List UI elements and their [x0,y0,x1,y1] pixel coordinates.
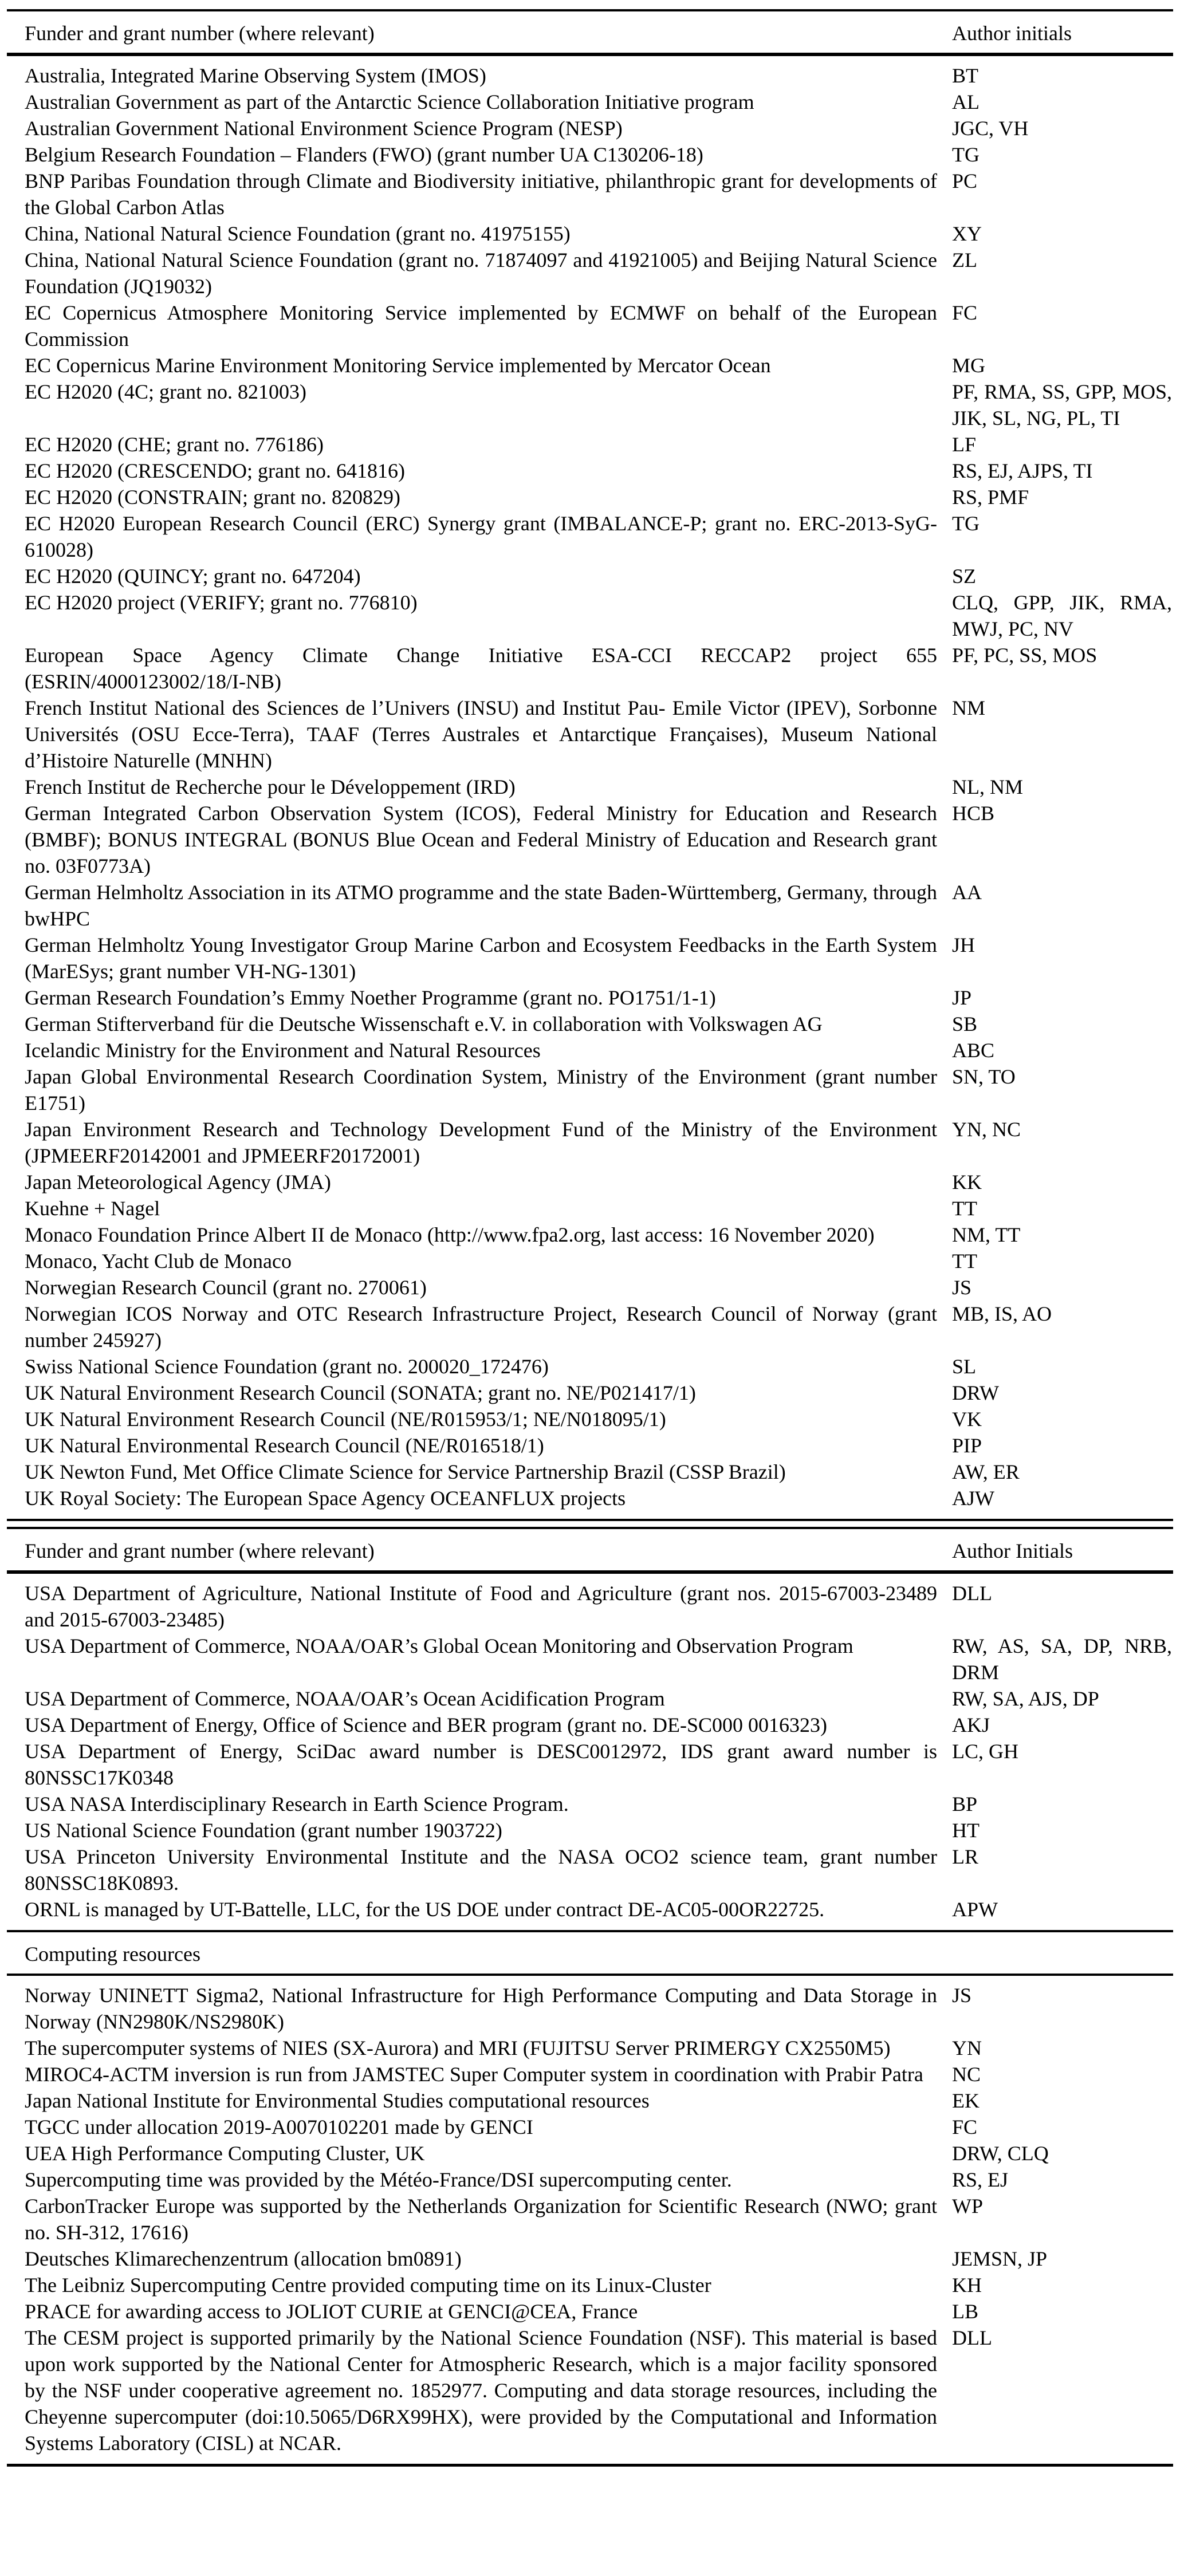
author-initials-cell: WP [952,2195,983,2217]
author-initials-cell: MG [952,354,986,377]
funder-cell: Norwegian Research Council (grant no. 270061) [25,1276,427,1299]
table-row [7,589,1173,642]
funder-cell: Belgium Research Foundation – Flanders (FWO) (grant number UA C130206-18) [25,143,703,166]
table-bottom-rule [7,2464,1173,2467]
table-row [7,1195,1173,1222]
funders-table-section-1 [7,9,1173,1519]
funder-column-header: Funder and grant number (where relevant) [25,1539,375,1562]
table-row [7,1353,1173,1380]
author-initials-cell: KK [952,1171,982,1194]
funder-cell: UK Newton Fund, Met Office Climate Science for Service Partnership Brazil (CSSP Brazil) [25,1460,786,1483]
author-initials-cell: AW, ER [952,1460,1020,1483]
funder-cell: The CESM project is supported primarily by the National Science Foundation (NSF). This material is based upon work supported by the National Center for Atmospheric Research, which is a major facility sponsored by the NSF under cooperative agreement no. 1852977. Computing and data storage resources, including the Cheyenne supercomputer (doi:10.5065/D6RX99HX), were provided by the Computational and Information Systems Laboratory (CISL) at NCAR. [25,2326,937,2455]
table-row [7,1116,1173,1169]
author-initials-cell: PF, PC, SS, MOS [952,644,1098,667]
funder-cell: EC H2020 project (VERIFY; grant no. 776810) [25,591,418,614]
funder-cell: TGCC under allocation 2019-A0070102201 made by GENCI [25,2116,533,2138]
table-row [7,984,1173,1011]
funder-cell: European Space Agency Climate Change Initiative ESA-CCI RECCAP2 project 655 (ESRIN/4000123002/18/I-NB) [25,644,937,693]
author-initials-cell: JP [952,986,972,1009]
author-initials-cell: NM, TT [952,1223,1021,1246]
funder-cell: Deutsches Klimarechenzentrum (allocation bm0891) [25,2247,462,2270]
funder-cell: French Institut National des Sciences de l’Univers (INSU) and Institut Pau- Emile Victor (IPEV), Sorbonne Universités (OSU Ecce-Terra), TAAF (Terres Australes et Antarctique Françaises), Museum National d’Histoire Naturelle (MNHN) [25,696,937,772]
funder-cell: USA Department of Energy, SciDac award number is DESC0012972, IDS grant award number is 80NSSC17K0348 [25,1740,937,1789]
author-initials-cell: NM [952,696,986,719]
table-row [7,1222,1173,1248]
funder-cell: Japan Meteorological Agency (JMA) [25,1171,331,1194]
table-row [7,352,1173,379]
author-initials-cell: AL [952,90,980,113]
funder-cell: UEA High Performance Computing Cluster, UK [25,2142,425,2165]
table-row [7,1011,1173,1037]
funder-cell: China, National Natural Science Foundation (grant no. 41975155) [25,222,571,245]
funder-cell: USA Department of Commerce, NOAA/OAR’s Global Ocean Monitoring and Observation Program [25,1634,853,1657]
funder-cell: CarbonTracker Europe was supported by the Netherlands Organization for Scientific Research (NWO; grant no. SH-312, 17616) [25,2195,937,2244]
table-row [7,1738,1173,1791]
author-initials-cell: ZL [952,249,977,271]
funder-cell: USA Princeton University Environmental Institute and the NASA OCO2 science team, grant number 80NSSC18K0893. [25,1845,937,1894]
table-row [7,2114,1173,2140]
author-initials-column-header: Author Initials [952,1539,1073,1562]
funder-cell: UK Royal Society: The European Space Agency OCEANFLUX projects [25,1487,626,1510]
author-initials-cell: VK [952,1408,982,1431]
author-initials-cell: YN [952,2037,982,2059]
funder-cell: EC H2020 (QUINCY; grant no. 647204) [25,565,361,588]
author-initials-cell: AJW [952,1487,994,1510]
table-row [7,141,1173,168]
author-initials-cell: AA [952,881,982,904]
funder-cell: German Research Foundation’s Emmy Noether Programme (grant no. PO1751/1-1) [25,986,716,1009]
author-initials-cell: JEMSN, JP [952,2247,1048,2270]
author-initials-cell: BT [952,64,979,87]
funder-cell: BNP Paribas Foundation through Climate and Biodiversity initiative, philanthropic grant for developments of the Global Carbon Atlas [25,170,937,219]
table-row [7,1485,1173,1511]
table-row [7,379,1173,431]
author-initials-cell: SL [952,1355,977,1378]
table-row [7,1896,1173,1923]
table-row [7,1712,1173,1738]
author-initials-cell: APW [952,1898,998,1921]
table-body [7,1574,1173,1930]
author-initials-cell: JH [952,933,975,956]
author-initials-cell: CLQ, GPP, JIK, RMA, MWJ, PC, NV [952,591,1172,640]
table-row [7,2298,1173,2325]
table-row [7,1380,1173,1406]
table-row [7,563,1173,589]
author-initials-cell: JS [952,1276,972,1299]
author-initials-cell: HT [952,1819,980,1842]
funder-cell: PRACE for awarding access to JOLIOT CURIE at GENCI@CEA, France [25,2300,638,2323]
funder-cell: EC H2020 (CONSTRAIN; grant no. 820829) [25,486,400,509]
funder-cell: China, National Natural Science Foundation (grant no. 71874097 and 41921005) and Beijing Natural Science Foundation (JQ19032) [25,249,937,298]
author-initials-cell: LF [952,433,977,456]
author-initials-cell: FC [952,2116,978,2138]
table-row [7,458,1173,484]
funder-cell: Supercomputing time was provided by the Météo-France/DSI supercomputing center. [25,2168,732,2191]
author-initials-cell: RS, EJ [952,2168,1009,2191]
computing-resources-section [7,1930,1173,2464]
table-row [7,1633,1173,1685]
table-row [7,2061,1173,2087]
table-row [7,1406,1173,1432]
author-initials-cell: ABC [952,1039,995,1062]
author-initials-cell: NC [952,2063,981,2086]
funder-column-header: Funder and grant number (where relevant) [25,22,375,45]
author-initials-cell: DLL [952,2326,992,2349]
funder-cell: The Leibniz Supercomputing Centre provided computing time on its Linux-Cluster [25,2274,711,2297]
table-row [7,1432,1173,1459]
table-row [7,2246,1173,2272]
author-initials-cell: JS [952,1984,972,2007]
funder-cell: EC H2020 European Research Council (ERC) Synergy grant (IMBALANCE-P; grant no. ERC-2013-SyG-610028) [25,512,937,561]
section-separator-rule [7,1519,1173,1529]
author-initials-cell: MB, IS, AO [952,1302,1052,1325]
funder-cell: Norwegian ICOS Norway and OTC Research Infrastructure Project, Research Council of Norway (grant number 245927) [25,1302,937,1352]
funders-table-section-2 [7,1529,1173,1930]
funding-acknowledgments-table [7,0,1173,2472]
author-initials-cell: YN, NC [952,1118,1021,1141]
table-row [7,1844,1173,1896]
author-initials-cell: XY [952,222,982,245]
table-row [7,2272,1173,2298]
author-initials-cell: BP [952,1793,978,1815]
table-row [7,1274,1173,1301]
author-initials-cell: RW, AS, SA, DP, NRB, DRM [952,1634,1172,1684]
table-row [7,642,1173,695]
table-row [7,2140,1173,2167]
table-row [7,1169,1173,1195]
table-row [7,220,1173,247]
table-body [7,1976,1173,2464]
funder-cell: EC H2020 (CRESCENDO; grant no. 641816) [25,459,405,482]
table-row [7,1064,1173,1116]
author-initials-cell: EK [952,2089,980,2112]
table-row [7,879,1173,932]
table-row [7,1685,1173,1712]
funder-cell: Japan Environment Research and Technology Development Fund of the Ministry of the Environment (JPMEERF20142001 and JPMEERF20172001) [25,1118,937,1167]
author-initials-cell: PF, RMA, SS, GPP, MOS, JIK, SL, NG, PL, TI [952,380,1172,430]
author-initials-cell: SB [952,1013,978,1035]
table-row [7,800,1173,879]
table-row [7,62,1173,89]
table-row [7,2325,1173,2456]
table-row [7,510,1173,563]
funder-cell: MIROC4-ACTM inversion is run from JAMSTEC Super Computer system in coordination with Prabir Patra [25,2063,923,2086]
author-initials-cell: KH [952,2274,982,2297]
funder-cell: US National Science Foundation (grant number 1903722) [25,1819,502,1842]
funder-cell: Australian Government as part of the Antarctic Science Collaboration Initiative program [25,90,754,113]
table-row [7,1037,1173,1064]
table-row [7,168,1173,220]
table-body [7,56,1173,1519]
table-row [7,431,1173,458]
funder-cell: USA Department of Agriculture, National Institute of Food and Agriculture (grant nos. 2015-67003-23489 and 2015-67003-23485) [25,1582,937,1631]
funder-cell: Australian Government National Environment Science Program (NESP) [25,117,623,140]
funder-cell: German Integrated Carbon Observation System (ICOS), Federal Ministry for Education and Research (BMBF); BONUS INTEGRAL (BONUS Blue Ocean and Federal Ministry of Education and Research grant no. 03F0773A) [25,802,937,877]
author-initials-cell: LC, GH [952,1740,1018,1763]
author-initials-cell: RS, EJ, AJPS, TI [952,459,1093,482]
author-initials-cell: RS, PMF [952,486,1029,509]
table-row [7,2087,1173,2114]
funder-cell: Australia, Integrated Marine Observing System (IMOS) [25,64,486,87]
author-initials-cell: TG [952,143,980,166]
funder-cell: UK Natural Environment Research Council (SONATA; grant no. NE/P021417/1) [25,1381,696,1404]
author-initials-cell: RW, SA, AJS, DP [952,1687,1099,1710]
funder-cell: German Helmholtz Young Investigator Group Marine Carbon and Ecosystem Feedbacks in the Earth System (MarESys; grant number VH-NG-1301) [25,933,937,983]
table-row [7,2193,1173,2246]
author-initials-cell: JGC, VH [952,117,1029,140]
table-row [7,484,1173,510]
author-initials-column-header: Author initials [952,22,1072,45]
table-row [7,300,1173,352]
table-row [7,1301,1173,1353]
funder-cell: ORNL is managed by UT-Battelle, LLC, for the US DOE under contract DE-AC05-00OR22725. [25,1898,825,1921]
author-initials-cell: SZ [952,565,977,588]
funder-cell: French Institut de Recherche pour le Développement (IRD) [25,775,516,798]
table-row [7,247,1173,300]
funder-cell: Japan Global Environmental Research Coordination System, Ministry of the Environment (grant number E1751) [25,1065,937,1114]
funder-cell: UK Natural Environment Research Council (NE/R015953/1; NE/N018095/1) [25,1408,666,1431]
funder-cell: EC H2020 (CHE; grant no. 776186) [25,433,324,456]
funder-cell: Monaco Foundation Prince Albert II de Monaco (http://www.fpa2.org, last access: 16 November 2020) [25,1223,875,1246]
funder-cell: EC Copernicus Marine Environment Monitoring Service implemented by Mercator Ocean [25,354,771,377]
author-initials-cell: LR [952,1845,979,1868]
funder-cell: Monaco, Yacht Club de Monaco [25,1250,292,1273]
author-initials-cell: NL, NM [952,775,1023,798]
funder-cell: USA NASA Interdisciplinary Research in Earth Science Program. [25,1793,569,1815]
funder-cell: UK Natural Environmental Research Council (NE/R016518/1) [25,1434,544,1457]
author-initials-cell: PC [952,170,978,192]
table-row [7,1459,1173,1485]
table-row [7,932,1173,984]
table-row [7,2035,1173,2061]
table-row [7,1982,1173,2035]
table-row [7,695,1173,774]
table-row [7,115,1173,141]
author-initials-cell: DRW [952,1381,1000,1404]
table-row [7,1817,1173,1844]
computing-resources-header-row [7,1932,1173,1974]
funder-cell: Kuehne + Nagel [25,1197,160,1220]
table-header-row [7,11,1173,53]
author-initials-cell: PIP [952,1434,982,1457]
author-initials-cell: SN, TO [952,1065,1016,1088]
funder-cell: The supercomputer systems of NIES (SX-Aurora) and MRI (FUJITSU Server PRIMERGY CX2550M5) [25,2037,891,2059]
table-row [7,2167,1173,2193]
author-initials-cell: TT [952,1250,977,1273]
author-initials-cell: TG [952,512,980,535]
author-initials-cell: FC [952,301,978,324]
table-row [7,1248,1173,1274]
author-initials-cell: LB [952,2300,979,2323]
funder-cell: USA Department of Energy, Office of Science and BER program (grant no. DE-SC000 0016323) [25,1714,828,1736]
funder-cell: USA Department of Commerce, NOAA/OAR’s Ocean Acidification Program [25,1687,665,1710]
funder-cell: EC Copernicus Atmosphere Monitoring Service implemented by ECMWF on behalf of the European Commission [25,301,937,350]
funder-cell: Icelandic Ministry for the Environment and Natural Resources [25,1039,541,1062]
funder-cell: Swiss National Science Foundation (grant no. 200020_172476) [25,1355,549,1378]
funder-cell: Norway UNINETT Sigma2, National Infrastructure for High Performance Computing and Data Storage in Norway (NN2980K/NS2980K) [25,1984,937,2033]
funder-cell: German Helmholtz Association in its ATMO programme and the state Baden-Württemberg, Germany, through bwHPC [25,881,937,930]
table-row [7,1791,1173,1817]
table-header-row [7,1529,1173,1570]
table-row [7,774,1173,800]
author-initials-cell: DRW, CLQ [952,2142,1049,2165]
author-initials-cell: HCB [952,802,995,825]
funder-cell: German Stifterverband für die Deutsche Wissenschaft e.V. in collaboration with Volkswagen AG [25,1013,823,1035]
table-row [7,89,1173,115]
funder-cell: Japan National Institute for Environmental Studies computational resources [25,2089,650,2112]
funder-cell: EC H2020 (4C; grant no. 821003) [25,380,306,403]
author-initials-cell: TT [952,1197,977,1220]
author-initials-cell: DLL [952,1582,992,1605]
computing-resources-title: Computing resources [25,1943,200,1966]
author-initials-cell: AKJ [952,1714,990,1736]
table-row [7,1580,1173,1633]
